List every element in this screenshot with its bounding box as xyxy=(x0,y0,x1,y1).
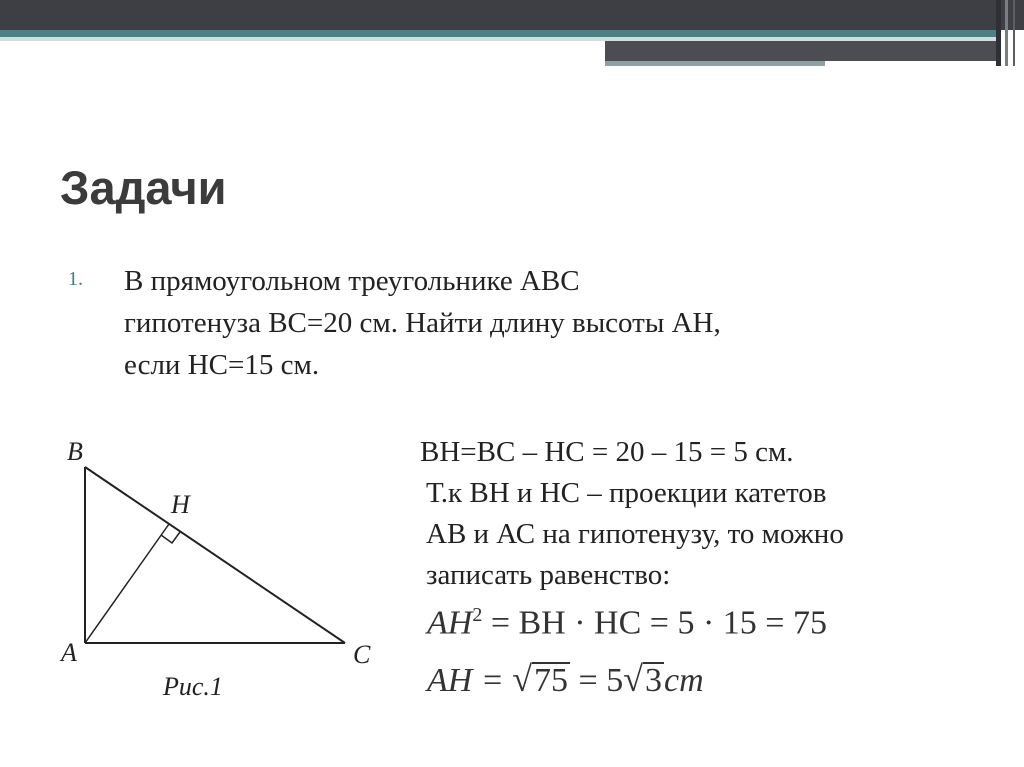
formula-lhs: AH = xyxy=(427,662,504,699)
problem-number: 1. xyxy=(68,268,83,290)
formula-ah-squared xyxy=(427,604,827,642)
figure-caption: Рис.1 xyxy=(163,672,223,701)
label-c: C xyxy=(353,640,371,669)
formula-unit: cm xyxy=(663,662,704,699)
formula-radicand-2: 3 xyxy=(644,662,662,699)
label-b: B xyxy=(67,437,83,466)
problem-line: если НС=15 см. xyxy=(124,349,320,381)
formula-exponent: 2 xyxy=(472,604,483,626)
solution-text xyxy=(420,432,844,596)
right-angle-mark xyxy=(161,532,180,543)
formula-ah-root xyxy=(427,658,704,700)
header-bar-grey xyxy=(605,41,1000,61)
solution-line: ВН=ВС – НС = 20 – 15 = 5 см. xyxy=(420,436,794,468)
problem-line: гипотенуза ВС=20 см. Найти длину высоты АН, xyxy=(124,307,721,339)
formula-lhs: AH xyxy=(427,604,473,642)
sqrt-icon: √ xyxy=(623,659,643,699)
header-stripe xyxy=(1005,0,1008,66)
header-bar-dark xyxy=(0,0,1024,30)
header-bar-teal xyxy=(0,30,1000,37)
label-a: A xyxy=(61,638,77,667)
sqrt-icon: √ xyxy=(512,659,533,699)
header-stripe xyxy=(996,0,1001,66)
label-h: H xyxy=(171,490,190,519)
solution-line: АВ и АС на гипотенузу, то можно xyxy=(426,518,844,550)
formula-radicand: 75 xyxy=(534,662,569,699)
formula-rhs: = BH · HC = 5 · 15 = 75 xyxy=(490,604,827,642)
formula-mid: = 5 xyxy=(578,662,624,699)
side-bc xyxy=(85,467,345,643)
problem-text xyxy=(124,260,924,386)
header-stripe xyxy=(1013,0,1015,66)
height-ah xyxy=(85,524,169,643)
solution-line: Т.к ВН и НС – проекции катетов xyxy=(426,477,827,509)
problem-line: В прямоугольном треугольнике АВС xyxy=(124,265,580,297)
header-bar-thin xyxy=(605,61,825,66)
solution-line: записать равенство: xyxy=(426,559,671,591)
slide-title: Задачи xyxy=(60,161,227,214)
triangle-figure xyxy=(55,425,395,715)
